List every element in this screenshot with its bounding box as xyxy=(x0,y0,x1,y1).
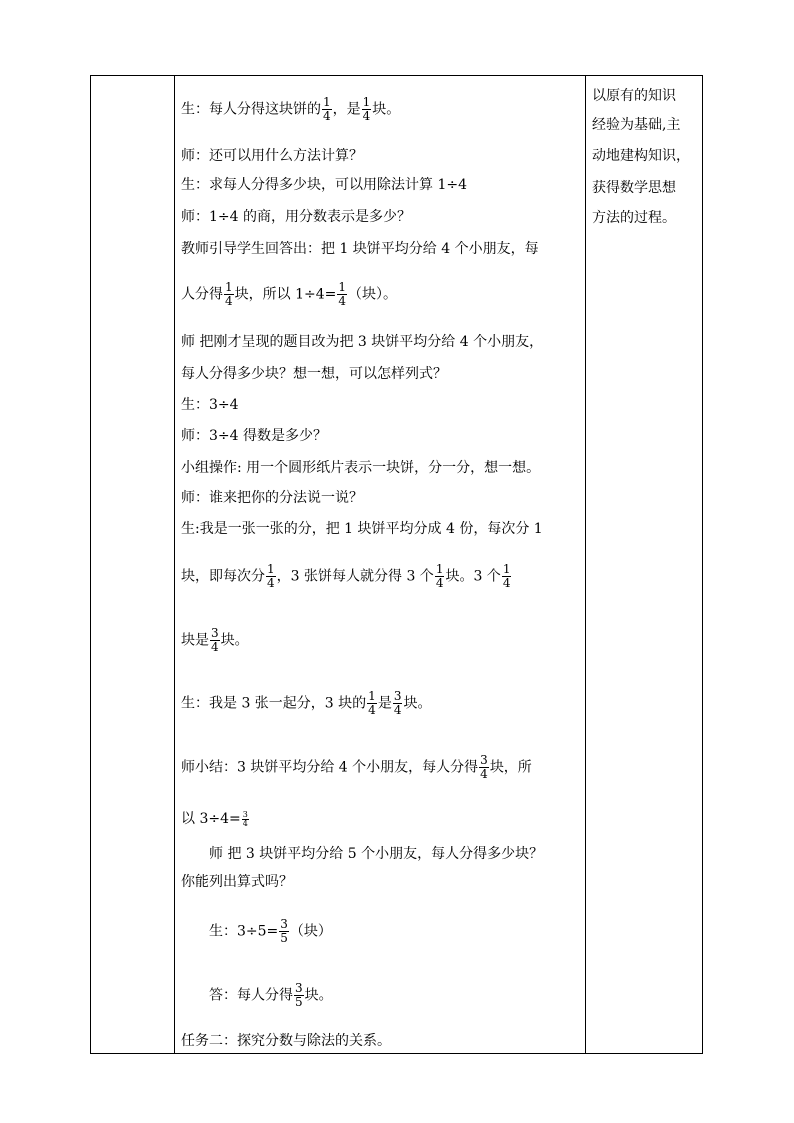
text-line: 师 把刚才呈现的题目改为把 3 块饼平均分给 4 个小朋友， xyxy=(181,334,544,350)
fraction: $\frac{1}{4}$ xyxy=(435,562,444,590)
note-line: 动地建构知识， xyxy=(592,148,690,164)
note-line: 获得数学思想 xyxy=(592,180,676,196)
text-line: 人分得 $\frac{1}{4}$ 块，所以 1÷4= $\frac{1}{4}$ （块）。 xyxy=(181,280,398,308)
text-line: 生：3÷5= $\frac{3}{5}$ （块） xyxy=(209,917,332,945)
text-line: 师 把 3 块饼平均分给 5 个小朋友，每人分得多少块？ xyxy=(209,846,544,862)
text-line: 生:我是一张一张的分，把 1 块饼平均分成 4 份，每次分 1 xyxy=(181,521,543,537)
text-line: 块是 $\frac{3}{4}$ 块。 xyxy=(181,626,249,654)
fraction: $\frac{3}{5}$ xyxy=(280,917,288,945)
lesson-table xyxy=(90,75,703,1054)
text-line: 每人分得多少块？想一想，可以怎样列式？ xyxy=(181,366,447,382)
fraction: $\frac{3}{4}$ xyxy=(211,626,219,654)
fraction: $\frac{1}{4}$ xyxy=(368,689,376,717)
fraction: $\frac{1}{4}$ xyxy=(502,562,511,590)
text-line: 师：1÷4 的商，用分数表示是多少？ xyxy=(181,209,411,225)
text-line: 块，即每次分 $\frac{1}{4}$ ，3 张饼每人就分得 3 个 $\frac{1}{4}$ 块。3 个 $\frac{1}{4}$ xyxy=(181,562,511,590)
text-line: 师：谁来把你的分法说一说？ xyxy=(181,490,363,506)
fraction: $\frac{1}{4}$ xyxy=(323,95,331,123)
text-line: 生：求每人分得多少块，可以用除法计算 1÷4 xyxy=(181,177,467,193)
text-line: 生：每人分得这块饼的 $\frac{1}{4}$ ，是 $\frac{1}{4}$ 块。 xyxy=(181,95,401,123)
note-line: 经验为基础,主 xyxy=(592,117,681,133)
text-line: 师：还可以用什么方法计算？ xyxy=(181,148,363,164)
note-line: 以原有的知识 xyxy=(592,88,676,104)
fraction: $\frac{1}{4}$ xyxy=(338,280,347,308)
note-line: 方法的过程。 xyxy=(592,210,676,226)
text-line: 你能列出算式吗？ xyxy=(181,874,293,890)
fraction: $\frac{3}{5}$ xyxy=(295,981,303,1009)
fraction: $\frac{3}{4}$ xyxy=(480,753,488,781)
text-line: 师：3÷4 得数是多少？ xyxy=(181,428,327,444)
text-line: 任务二：探究分数与除法的关系。 xyxy=(181,1033,391,1049)
fraction: $\frac{1}{4}$ xyxy=(225,280,233,308)
text-line: 师小结：3 块饼平均分给 4 个小朋友，每人分得 $\frac{3}{4}$ 块，所 xyxy=(181,753,532,781)
text-line: 生：我是 3 张一起分，3 块的 $\frac{1}{4}$ 是 $\frac{3}{4}$ 块。 xyxy=(181,689,432,717)
fraction: $\frac{3}{4}$ xyxy=(393,689,402,717)
text-line: 生：3÷4 xyxy=(181,397,239,413)
step-column xyxy=(91,76,175,1053)
fraction: $\frac{3}{4}$ xyxy=(242,809,248,828)
design-intent-column xyxy=(586,76,703,1053)
fraction: $\frac{1}{4}$ xyxy=(362,95,371,123)
text-line: 小组操作: 用一个圆形纸片表示一块饼，分一分，想一想。 xyxy=(181,460,541,476)
text-line: 答：每人分得 $\frac{3}{5}$ 块。 xyxy=(209,981,333,1009)
teaching-process-column xyxy=(175,76,586,1053)
fraction: $\frac{1}{4}$ xyxy=(267,562,275,590)
text-line: 以 3÷4= $\frac{3}{4}$ xyxy=(181,809,248,828)
text-line: 教师引导学生回答出：把 1 块饼平均分给 4 个小朋友，每 xyxy=(181,241,539,257)
